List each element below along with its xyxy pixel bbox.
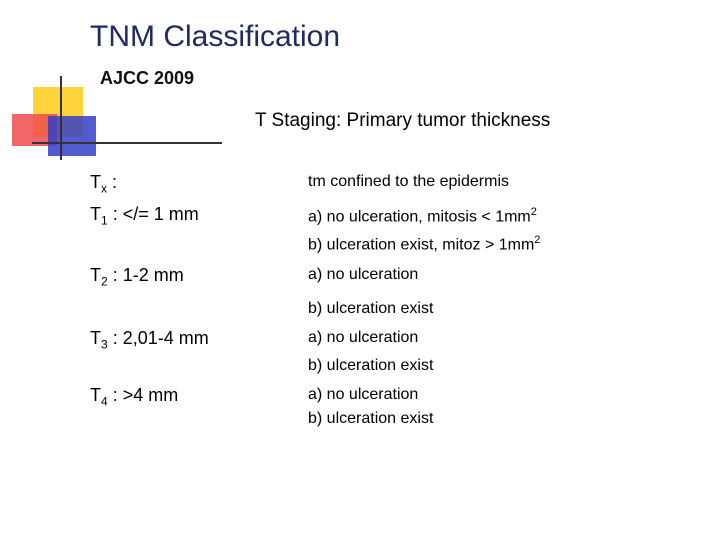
logo-horizontal-line: [32, 142, 222, 144]
stage-prefix: T: [90, 265, 101, 285]
logo-blue-square: [48, 116, 96, 156]
stage-t2-desc-a: a) no ulceration: [308, 266, 419, 283]
stage-suffix: :: [107, 172, 118, 192]
stage-subscript: 3: [101, 337, 108, 352]
stage-t1-desc-b: [308, 234, 540, 254]
stage-subscript: x: [101, 181, 107, 196]
stage-prefix: T: [90, 204, 101, 224]
page-title: TNM Classification: [90, 20, 341, 53]
stage-t4-label: [90, 385, 178, 409]
stage-subscript: 1: [101, 213, 108, 228]
desc-text: b) ulceration exist, mitoz > 1mm: [308, 236, 535, 254]
desc-superscript: 2: [530, 206, 537, 218]
desc-text: a) no ulceration, mitosis < 1mm: [308, 208, 531, 226]
stage-subscript: 4: [101, 394, 108, 409]
stage-subscript: 2: [101, 274, 108, 289]
stage-t1-desc-a: [308, 206, 537, 226]
stage-suffix: : 1-2 mm: [107, 265, 184, 285]
stage-t4-desc-b: b) ulceration exist: [308, 410, 434, 427]
logo-vertical-line: [60, 76, 62, 160]
stage-prefix: T: [90, 328, 101, 348]
page-subtitle: AJCC 2009: [100, 68, 195, 88]
section-heading: T Staging: Primary tumor thickness: [255, 110, 551, 131]
stage-suffix: : </= 1 mm: [107, 204, 199, 224]
desc-superscript: 2: [534, 234, 541, 246]
stage-t2-desc-b: b) ulceration exist: [308, 300, 434, 317]
stage-t3-desc-a: a) no ulceration: [308, 329, 419, 346]
stage-prefix: T: [90, 172, 101, 192]
stage-tx-desc: tm confined to the epidermis: [308, 173, 509, 190]
stage-t1-label: [90, 204, 199, 228]
stage-suffix: : >4 mm: [107, 385, 179, 405]
stage-suffix: : 2,01-4 mm: [107, 328, 209, 348]
stage-tx-label: [90, 172, 117, 196]
stage-t4-desc-a: a) no ulceration: [308, 386, 419, 403]
stage-t3-label: [90, 328, 209, 352]
stage-t2-label: [90, 265, 184, 289]
stage-t3-desc-b: b) ulceration exist: [308, 357, 434, 374]
stage-prefix: T: [90, 385, 101, 405]
